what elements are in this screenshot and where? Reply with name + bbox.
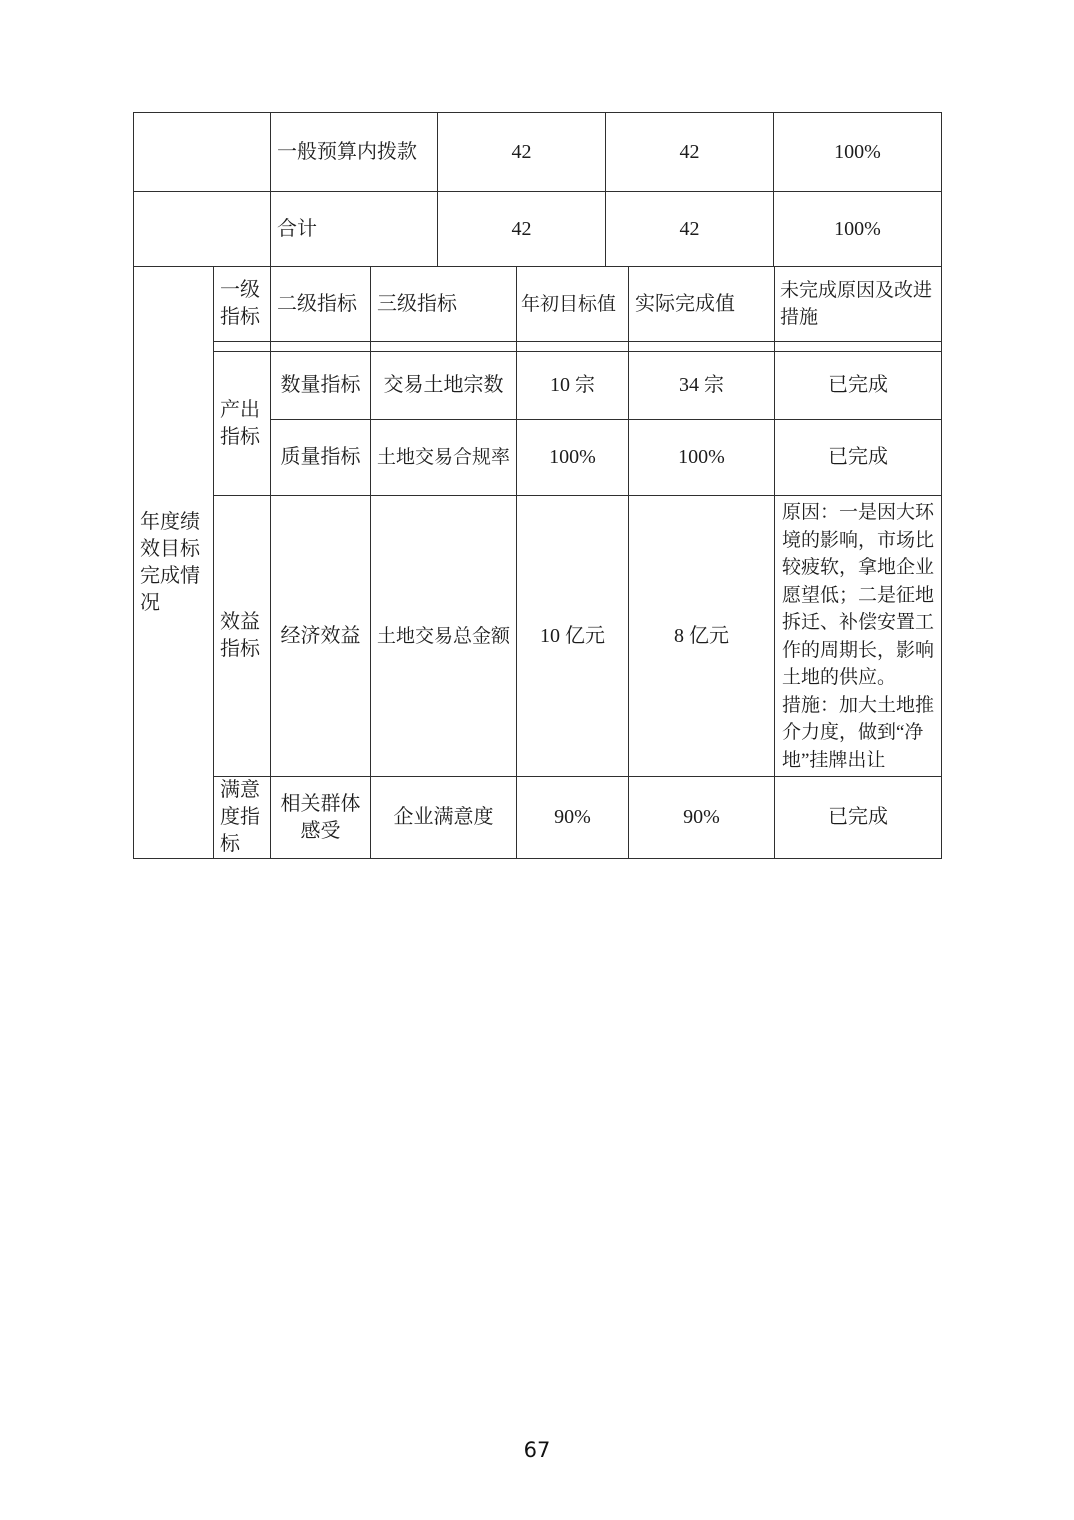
spacer-cell <box>371 342 517 352</box>
spacer-cell <box>775 342 942 352</box>
satisfaction-indicator-row <box>134 777 942 859</box>
level1-benefit-cell: 效益指标 <box>214 496 271 777</box>
target-value-cell: 10 宗 <box>517 352 629 420</box>
remark-cause-text: 原因：一是因大环境的影响，市场比较疲软，拿地企业愿望低；二是征地拆迁、补偿安置工作的周期长，影响土地的供应。 <box>782 502 935 688</box>
level3-cell: 土地交易合规率 <box>371 420 517 496</box>
funding-final-cell: 42 <box>606 192 774 267</box>
spacer-cell <box>629 342 775 352</box>
funding-final-cell: 42 <box>606 113 774 192</box>
level2-cell: 经济效益 <box>271 496 371 777</box>
quantity-indicator-row <box>134 352 942 420</box>
target-value-cell: 10 亿元 <box>517 496 629 777</box>
performance-header-row <box>134 267 942 342</box>
funding-table <box>133 112 942 267</box>
funding-rate-cell: 100% <box>774 113 942 192</box>
header-actual-cell: 实际完成值 <box>629 267 775 342</box>
level3-cell: 交易土地宗数 <box>371 352 517 420</box>
performance-table <box>133 266 942 859</box>
funding-budget-cell: 42 <box>438 192 606 267</box>
funding-item-cell: 合计 <box>271 192 438 267</box>
spacer-cell <box>271 342 371 352</box>
remark-measure-text: 措施：加大土地推介力度，做到“净地”挂牌出让 <box>782 694 935 771</box>
header-target-cell: 年初目标值 <box>517 267 629 342</box>
actual-value-cell: 100% <box>629 420 775 496</box>
funding-empty-cell <box>134 192 271 267</box>
funding-item-cell: 一般预算内拨款 <box>271 113 438 192</box>
section-title-cell: 年度绩效目标完成情况 <box>134 267 214 859</box>
funding-budget-cell: 42 <box>438 113 606 192</box>
level1-satisfaction-cell: 满意度指标 <box>214 777 271 859</box>
level2-cell: 相关群体感受 <box>271 777 371 859</box>
spacer-cell <box>214 342 271 352</box>
funding-rate-cell: 100% <box>774 192 942 267</box>
spacer-cell <box>517 342 629 352</box>
spacer-row <box>134 342 942 352</box>
report-table <box>133 112 941 859</box>
funding-total-row <box>134 192 942 267</box>
funding-row <box>134 113 942 192</box>
header-level3-cell: 三级指标 <box>371 267 517 342</box>
target-value-cell: 90% <box>517 777 629 859</box>
benefit-indicator-row <box>134 496 942 777</box>
level3-cell: 土地交易总金额 <box>371 496 517 777</box>
level2-cell: 数量指标 <box>271 352 371 420</box>
actual-value-cell: 90% <box>629 777 775 859</box>
header-level2-cell: 二级指标 <box>271 267 371 342</box>
level3-cell: 企业满意度 <box>371 777 517 859</box>
remark-cell: 已完成 <box>775 777 942 859</box>
actual-value-cell: 8 亿元 <box>629 496 775 777</box>
actual-value-cell: 34 宗 <box>629 352 775 420</box>
remark-cell <box>775 496 942 777</box>
page-number: 67 <box>523 1438 551 1462</box>
remark-cell: 已完成 <box>775 420 942 496</box>
level2-cell: 质量指标 <box>271 420 371 496</box>
level1-output-cell: 产出指标 <box>214 352 271 496</box>
remark-cell: 已完成 <box>775 352 942 420</box>
header-level1-cell: 一级指标 <box>214 267 271 342</box>
target-value-cell: 100% <box>517 420 629 496</box>
funding-empty-cell <box>134 113 271 192</box>
header-remark-cell: 未完成原因及改进措施 <box>775 267 942 342</box>
